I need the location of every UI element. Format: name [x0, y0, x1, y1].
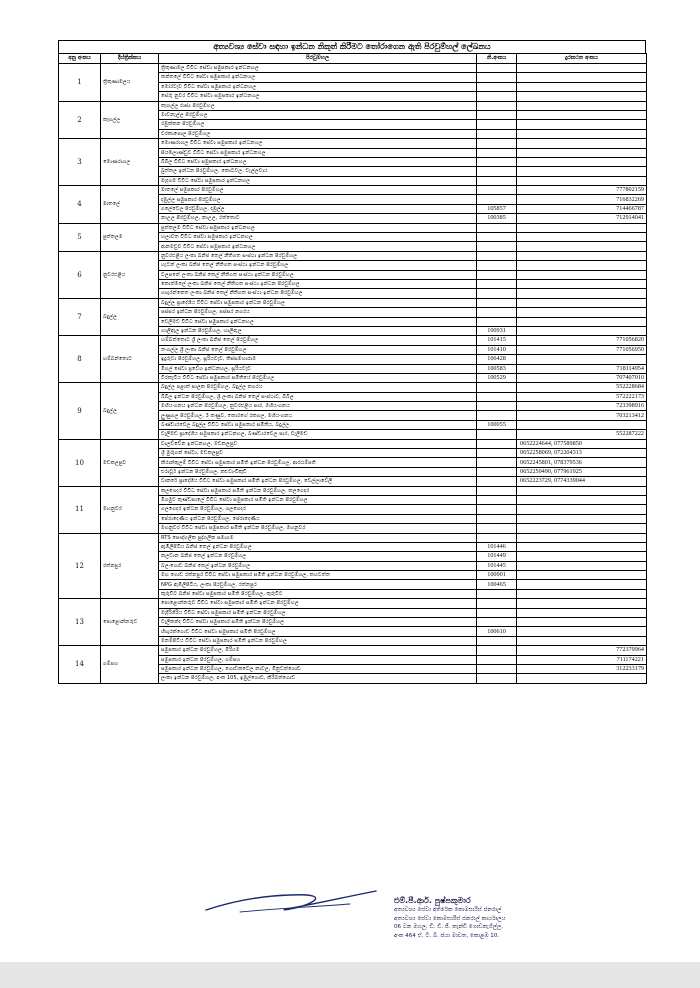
station-id-cell: 101445 — [477, 561, 517, 570]
telephone-cell — [517, 148, 647, 157]
station-id-cell — [477, 186, 517, 195]
station-name-cell: වැලිමඩ ප්‍රාදේශීය සමුපකාර ඉන්ධනහල, බණ්ඩාරවෙල පාර, වැලිමඩ — [159, 430, 477, 439]
station-name-cell: හිඟුරක්ගොඩ විවිධ සේවා සමුපකාර සමිති පිරවුම්හල — [159, 627, 477, 636]
telephone-cell — [517, 420, 647, 429]
telephone-cell — [517, 505, 647, 514]
telephone-cell: 714466787 — [517, 204, 647, 213]
station-name-cell: පස්සර ඉන්ධන පිරවුම්හල, පස්සර නගරය — [159, 308, 477, 317]
column-header-serial: අනු අංකය — [59, 54, 101, 64]
station-id-cell: 100610 — [477, 627, 517, 636]
telephone-cell — [517, 82, 647, 91]
station-name-cell: සමුපකාර ඉන්ධන පිරවුම්හල, මීරිගම — [159, 646, 477, 655]
station-name-cell: RTS පෞද්ගලික පුද්ගලික සමාගම — [159, 533, 477, 542]
telephone-cell — [517, 139, 647, 148]
station-id-cell: 105857 — [477, 204, 517, 213]
station-name-cell: වැලිකන්ද විවිධ සේවා සමුපකාර සමිති ඉන්ධන පිරවුම්හල — [159, 618, 477, 627]
station-name-cell: හඟුරන්කෙත ලංකා ඛනිජ තෙල් නීතිගත සංස්ථා ඉන්ධන පිරවුම්හල — [159, 289, 477, 298]
table-row — [59, 599, 647, 608]
telephone-cell — [517, 308, 647, 317]
telephone-cell — [517, 242, 647, 251]
station-name-cell: කලවාන ඛනිජ තෙල් ඉන්ධන පිරවුම්හල — [159, 552, 477, 561]
telephone-cell: 777802159 — [517, 186, 647, 195]
telephone-cell: 0652224644, 077589850 — [517, 439, 647, 448]
station-id-cell — [477, 129, 517, 138]
station-id-cell — [477, 646, 517, 655]
station-name-cell: හම්බන්තොට ශ්‍රී ලංකා ඛනිජ තෙල් පිරවුම්හල — [159, 336, 477, 345]
telephone-cell — [517, 289, 647, 298]
telephone-cell: 772379964 — [517, 646, 647, 655]
serial-number-cell: 4 — [59, 186, 101, 224]
serial-number-cell: 10 — [59, 439, 101, 486]
station-name-cell: සමුපකාර ඉන්ධන පිරවුම්හල, ගොඩකවෙල නාවල, මිනුවන්ගොඩ — [159, 665, 477, 674]
telephone-cell — [517, 326, 647, 335]
table-row — [59, 251, 647, 260]
district-cell: ගම්පහ — [101, 646, 159, 684]
station-id-cell — [477, 674, 517, 683]
telephone-cell — [517, 599, 647, 608]
station-name-cell: ඇඹිලිපිටිය ඛනිජ තෙල් ඉන්ධන පිරවුම්හල — [159, 542, 477, 551]
telephone-cell: 572222173 — [517, 392, 647, 401]
column-header-station-id: නි.අංකය — [477, 54, 517, 64]
station-id-cell — [477, 223, 517, 232]
station-id-cell — [477, 139, 517, 148]
station-name-cell: මෝරවැව විවිධ සේවා සමුපකාර ඉන්ධනහල — [159, 82, 477, 91]
telephone-cell: 0652258069, 072204313 — [517, 449, 647, 458]
station-id-cell — [477, 308, 517, 317]
table-row — [59, 64, 647, 73]
telephone-cell: 0652250490, 077961925 — [517, 467, 647, 476]
table-row — [59, 383, 647, 392]
station-id-cell — [477, 73, 517, 82]
district-cell: හම්බන්තොට — [101, 336, 159, 383]
district-cell: මඩකලපුව — [101, 439, 159, 486]
telephone-cell — [517, 674, 647, 683]
station-name-cell: ආනමඩුව විවිධ සේවා සමුපකාර ඉන්ධනහල — [159, 242, 477, 251]
station-id-cell — [477, 486, 517, 495]
station-name-cell: වෙලිමඩ විවිධ සේවා සමුපකාර ඉන්ධනහල — [159, 317, 477, 326]
telephone-cell — [517, 355, 647, 364]
station-id-cell — [477, 599, 517, 608]
telephone-cell — [517, 110, 647, 119]
station-name-cell: බුත්තල ඉන්ධන පිරවුම්හල, කොටවල, වැල්ලවාය — [159, 167, 477, 176]
serial-number-cell: 7 — [59, 298, 101, 336]
station-id-cell — [477, 289, 517, 298]
telephone-cell: 312233179 — [517, 665, 647, 674]
telephone-cell — [517, 157, 647, 166]
station-name-cell: මැදගම විවිධ සේවා සමුපකාර ඉන්ධනහල — [159, 176, 477, 185]
station-name-cell: මීගමුව කුණ්ඩසාලේ විවිධ සේවා සමුපකාර සමිති ඉන්ධන පිරවුම්හල — [159, 495, 477, 504]
district-cell: පුත්තලම — [101, 223, 159, 251]
telephone-cell — [517, 251, 647, 260]
official-stamp — [394, 895, 604, 940]
station-name-cell: මීගල් සේවා ප්‍රවේශ ඉන්ධනහල, සූරියවැව — [159, 364, 477, 373]
telephone-cell — [517, 129, 647, 138]
station-id-cell — [477, 458, 517, 467]
telephone-cell — [517, 589, 647, 598]
table-row — [59, 223, 647, 232]
station-name-cell: මැදිරිගිරිය විවිධ සේවා සමුපකාර සමිති ඉන්ධන පිරවුම්හල — [159, 608, 477, 617]
telephone-cell: 552228684 — [517, 383, 647, 392]
station-id-cell — [477, 449, 517, 458]
serial-number-cell: 5 — [59, 223, 101, 251]
station-id-cell — [477, 148, 517, 157]
serial-number-cell: 3 — [59, 139, 101, 186]
telephone-cell — [517, 317, 647, 326]
station-name-cell: ඉදුරුවා පිරවුම්හල, සූරියවැව, තිස්සමහාරාම — [159, 355, 477, 364]
stamp-address-line-1: 06 වන මහල, ඩී. ඩී. ජී. කැන්ඩි ගොඩනැගිල්ල, — [394, 924, 504, 931]
station-id-cell: 100001 — [477, 571, 517, 580]
station-name-cell: වාලච්චේන ඉන්ධනහල, මඩකලපුව — [159, 439, 477, 448]
telephone-cell: 0652245801, 078379536 — [517, 458, 647, 467]
station-name-cell: දඹුල්ල සමුපකාර පිරවුම්හල — [159, 195, 477, 204]
station-name-cell: කෑගල්ල රාජ්‍ය පිරවුම්හල — [159, 101, 477, 110]
telephone-cell — [517, 533, 647, 542]
telephone-cell: 552287222 — [517, 430, 647, 439]
telephone-cell: 771056950 — [517, 345, 647, 354]
station-id-cell — [477, 589, 517, 598]
district-cell: ත්‍රිකුණාමලය — [101, 64, 159, 102]
telephone-cell — [517, 571, 647, 580]
telephone-cell: 718114954 — [517, 364, 647, 373]
station-name-cell: හලාවත විවිධ සේවා සමුපකාර ඉන්ධනහල — [159, 233, 477, 242]
table-row — [59, 336, 647, 345]
station-id-cell: 100385 — [477, 214, 517, 223]
district-cell: රත්නපුර — [101, 533, 159, 599]
column-header-telephone: දුරකථන අංකය — [517, 54, 647, 64]
station-id-cell — [477, 251, 517, 260]
station-name-cell: ත්‍රිකුණාමල විවිධ සේවා සමුපකාර ඉන්ධනහල — [159, 64, 477, 73]
telephone-cell — [517, 92, 647, 101]
station-id-cell — [477, 120, 517, 129]
station-id-cell — [477, 195, 517, 204]
station-name-cell: මනම්පිටිය විවිධ සේවා සමුපකාර සමිති ඉන්ධන පිරවුම්හල — [159, 636, 477, 645]
station-id-cell: 106428 — [477, 355, 517, 364]
telephone-cell: 711174221 — [517, 655, 647, 664]
station-id-cell — [477, 383, 517, 392]
station-id-cell — [477, 608, 517, 617]
station-id-cell: 100055 — [477, 420, 517, 429]
telephone-cell: 0652223729, 0774339044 — [517, 477, 647, 486]
station-id-cell: 101449 — [477, 552, 517, 561]
serial-number-cell: 9 — [59, 383, 101, 439]
station-name-cell: වාකරේ ප්‍රාදේශීය විවිධ සේවා සමුපකාර සමිති ඉන්ධන පිරවුම්හල, වෙල්ලාවේලි — [159, 477, 477, 486]
station-id-cell — [477, 533, 517, 542]
station-name-cell: සියඹලාණ්ඩුව විවිධ සේවා සමුපකාර ඉන්ධනහල — [159, 148, 477, 157]
station-id-cell — [477, 467, 517, 476]
station-id-cell: 100529 — [477, 373, 517, 382]
station-name-cell: වීරකැටිය විවිධ සේවා සමුපකාර සමිතියේ පිරවුම්හල — [159, 373, 477, 382]
column-header-district: දිස්ත්‍රික්කය — [101, 54, 159, 64]
station-name-cell: NPG ඇඹිලිපිටිය, ලංකා පිරවුම්හල, රත්නපුර — [159, 580, 477, 589]
station-name-cell: හැටන් ලංකා ඛනිජ තෙල් නීතිගත සංස්ථා ඉන්ධන පිරවුම්හල — [159, 261, 477, 270]
telephone-cell — [517, 73, 647, 82]
scan-footer-band — [0, 962, 700, 988]
station-name-cell: මහනුවර විවිධ සේවා සමුපකාර සමිති ඉන්ධන පිරවුම්හල, මහනුවර — [159, 524, 477, 533]
telephone-cell — [517, 542, 647, 551]
station-name-cell: මහියංගනය ඉන්ධන පිරවුම්හල, නුවරඑළිය පාර, මහියංගනය — [159, 402, 477, 411]
table-row — [59, 646, 647, 655]
telephone-cell — [517, 167, 647, 176]
district-cell: කෑගල්ල — [101, 101, 159, 139]
district-cell: මහනුවර — [101, 486, 159, 533]
station-id-cell — [477, 92, 517, 101]
station-name-cell: බලංගොඩ ඛනිජ තෙල් ඉන්ධන පිරවුම්හල — [159, 561, 477, 570]
station-name-cell: වලපනේ ලංකා ඛනිජ තෙල් නීතිගත සංස්ථා ඉන්ධන පිරවුම්හල — [159, 270, 477, 279]
district-cell: බදුල්ල — [101, 298, 159, 336]
telephone-cell — [517, 495, 647, 504]
serial-number-cell: 14 — [59, 646, 101, 684]
telephone-cell — [517, 618, 647, 627]
serial-number-cell: 6 — [59, 251, 101, 298]
station-id-cell — [477, 618, 517, 627]
telephone-cell — [517, 608, 647, 617]
telephone-cell — [517, 580, 647, 589]
station-id-cell — [477, 64, 517, 73]
station-id-cell — [477, 402, 517, 411]
telephone-cell — [517, 486, 647, 495]
signature-image — [200, 882, 390, 922]
document-page — [58, 40, 646, 684]
table-row — [59, 486, 647, 495]
telephone-cell — [517, 298, 647, 307]
station-name-cell: මාතලේ සමුපකාර පිරවුම්හල — [159, 186, 477, 195]
station-name-cell: නාඋල පිරවුම්හල, නාඋල, රත්තොට — [159, 214, 477, 223]
station-name-cell: බදුල්ල පළාත් පාලක පිරවුම්හල, බදුල්ල නගරය — [159, 383, 477, 392]
station-name-cell: තංගල්ල ශ්‍රී ලංකා ඛනිජ තෙල් පිරවුම්හල — [159, 345, 477, 354]
station-name-cell: කුරුවිට ඛනිජ සේවා සමුපකාර සමිති පිරවුම්හල, කුරුවිට — [159, 589, 477, 598]
station-name-cell: මොණරාගල විවිධ සේවා සමුපකාර ඉන්ධනහල — [159, 139, 477, 148]
telephone-cell — [517, 261, 647, 270]
station-name-cell: පොළොන්නරුව විවිධ සේවා සමුපකාර සමිති ඉන්ධන පිරවුම්හල — [159, 599, 477, 608]
station-name-cell: බිබිල විවිධ සේවා සමුපකාර ඉන්ධනහල — [159, 157, 477, 166]
station-id-cell: 100465 — [477, 580, 517, 589]
telephone-cell: 771056820 — [517, 336, 647, 345]
station-name-cell: කොත්මලේ ලංකා ඛනිජ තෙල් නීතිගත සංස්ථා ඉන්ධන පිරවුම්හල — [159, 279, 477, 288]
telephone-cell: 712914041 — [517, 214, 647, 223]
telephone-cell: 723398916 — [517, 402, 647, 411]
stamp-office: අත්‍යවශ්‍ය සේවා කොමසාරිස් ජනරාල් කාර්යාලය — [394, 915, 506, 922]
station-id-cell: 101415 — [477, 336, 517, 345]
telephone-cell — [517, 279, 647, 288]
stamp-designation: අත්‍යවශ්‍ය සේවා අතිරේක කොමසාරිස් ජනරාල් — [394, 907, 502, 913]
station-name-cell: ගලගෙදර ඉන්ධන පිරවුම්හල, ගලගෙදර — [159, 505, 477, 514]
station-name-cell: කිරාන්කුලම් විවිධ සේවා සමුපකාර සමිති ඉන්ධන පිරවුම්හල, ආරයම්පති — [159, 458, 477, 467]
telephone-cell: 707407010 — [517, 373, 647, 382]
serial-number-cell: 2 — [59, 101, 101, 139]
station-id-cell — [477, 477, 517, 486]
station-name-cell: ගලේවෙල පිරවුම්හල, දඹුල්ල — [159, 204, 477, 213]
station-name-cell: නුවරඑළිය ලංකා ඛනිජ තෙල් නීතිගත සංස්ථා ඉන්ධන පිරවුම්හල — [159, 251, 477, 260]
station-name-cell: එරාවූර් ඉන්ධන පිරවුම්හල, කළුවාංචිකුඩි — [159, 467, 477, 476]
station-id-cell: 100931 — [477, 326, 517, 335]
station-id-cell — [477, 279, 517, 288]
table-header-row — [59, 54, 647, 64]
station-id-cell — [477, 167, 517, 176]
station-id-cell — [477, 317, 517, 326]
serial-number-cell: 8 — [59, 336, 101, 383]
station-id-cell — [477, 242, 517, 251]
telephone-cell — [517, 64, 647, 73]
table-row — [59, 298, 647, 307]
telephone-cell — [517, 223, 647, 232]
table-row — [59, 101, 647, 110]
stamp-address-line-2: අංක 464 ඒ, ටී. බී. ජයා මාවත, කොළඹ 10. — [394, 932, 500, 939]
station-id-cell: 101410 — [477, 345, 517, 354]
telephone-cell — [517, 627, 647, 636]
station-id-cell: 100583 — [477, 364, 517, 373]
telephone-cell — [517, 120, 647, 129]
district-cell: මාතලේ — [101, 186, 159, 224]
table-row — [59, 533, 647, 542]
station-id-cell — [477, 665, 517, 674]
telephone-cell — [517, 270, 647, 279]
station-id-cell — [477, 411, 517, 420]
station-id-cell — [477, 82, 517, 91]
table-row — [59, 139, 647, 148]
station-name-cell: බණ්ඩාරවෙල බදුල්ල විවිධ සේවා සමුපකාර සමිතිය, බදුල්ල. — [159, 420, 477, 429]
page-title: අත්‍යවශ්‍ය සේවා සඳහා ඉන්ධන නිකුත් කිරීමට තෝරාගෙන ඇති පිරවුම්හල් ලේඛනය — [58, 40, 646, 53]
station-id-cell — [477, 655, 517, 664]
district-cell: පොළොන්නරුව — [101, 599, 159, 646]
station-name-cell: මාවනැල්ල පිරවුම්හල — [159, 110, 477, 119]
station-name-cell: හාලිඇල ඉන්ධන පිරවුම්හල, හාලිඇල — [159, 326, 477, 335]
fuel-station-table — [58, 53, 647, 684]
telephone-cell — [517, 101, 647, 110]
station-name-cell: ලුණුගල පිරවුම්හල, 3 කණුව, කොරහේ රකගල, මහියංගනය — [159, 411, 477, 420]
station-id-cell — [477, 495, 517, 504]
station-id-cell — [477, 176, 517, 185]
station-id-cell: 101446 — [477, 542, 517, 551]
station-id-cell — [477, 270, 517, 279]
station-name-cell: වරකාපොල පිරවුම්හල — [159, 129, 477, 138]
telephone-cell — [517, 176, 647, 185]
station-name-cell: කලගෙදර විවිධ සේවා සමුපකාර සමිති ඉන්ධන පිරවුම්හල, කලගෙදර — [159, 486, 477, 495]
table-body — [59, 64, 647, 684]
district-cell: නුවරඑළිය — [101, 251, 159, 298]
telephone-cell — [517, 514, 647, 523]
district-cell: බදුල්ල — [101, 383, 159, 439]
table-row — [59, 439, 647, 448]
station-id-cell — [477, 439, 517, 448]
serial-number-cell: 12 — [59, 533, 101, 599]
station-id-cell — [477, 157, 517, 166]
station-id-cell — [477, 110, 517, 119]
district-cell: මොණරාගල — [101, 139, 159, 186]
station-id-cell — [477, 101, 517, 110]
station-name-cell: බිබිල ඉන්ධන පිරවුම්හල, ශ්‍රී ලංකා ඛනිජ තෙල් සංස්ථාව, බිබිල — [159, 392, 477, 401]
telephone-cell — [517, 561, 647, 570]
station-id-cell — [477, 233, 517, 242]
station-id-cell — [477, 392, 517, 401]
serial-number-cell: 13 — [59, 599, 101, 646]
telephone-cell: 716832269 — [517, 195, 647, 204]
telephone-cell — [517, 524, 647, 533]
station-name-cell: ලංකා ඉන්ධන පිරවුම්හල, අංක 105, ඉඹුල්ගොඩ, කිරිබත්ගොඩ — [159, 674, 477, 683]
station-name-cell: මහ ගොඩ රත්නපුර විවිධ සේවා සමුපකාර සමිති ඉන්ධන පිරවුම්හල, කහවත්ත — [159, 571, 477, 580]
station-id-cell — [477, 505, 517, 514]
station-id-cell — [477, 524, 517, 533]
station-id-cell — [477, 298, 517, 307]
telephone-cell: 703213412 — [517, 411, 647, 420]
station-name-cell: සේරු නුවර විවිධ සේවා සමුපකාර ඉන්ධනහල — [159, 92, 477, 101]
station-name-cell: සමුපකාර ඉන්ධන පිරවුම්හල, ගම්පහ — [159, 655, 477, 664]
station-name-cell: පුත්තලම විවිධ සේවා සමුපකාර ඉන්ධනහල — [159, 223, 477, 232]
serial-number-cell: 1 — [59, 64, 101, 102]
station-id-cell — [477, 636, 517, 645]
telephone-cell — [517, 636, 647, 645]
station-name-cell: ශ්‍රී මුරුගන් සේවා, මඩකලපුව — [159, 449, 477, 458]
station-name-cell: කන්තලේ විවිධ සේවා සමුපකාර ඉන්ධනහල — [159, 73, 477, 82]
serial-number-cell: 11 — [59, 486, 101, 533]
station-id-cell — [477, 430, 517, 439]
station-name-cell: රඹුක්කන පිරවුම්හල — [159, 120, 477, 129]
stamp-officer-name: එම්.පී.ආර්. පුෂ්පකුමාර — [394, 896, 471, 905]
telephone-cell — [517, 233, 647, 242]
column-header-station: පිරවුම්හල — [159, 54, 477, 64]
station-name-cell: බදුල්ල ප්‍රාදේශීය විවිධ සේවා සමුපකාර ඉන්ධන පිරවුම්හල — [159, 298, 477, 307]
station-id-cell — [477, 514, 517, 523]
telephone-cell — [517, 552, 647, 561]
station-id-cell — [477, 261, 517, 270]
table-row — [59, 186, 647, 195]
station-name-cell: පේරාදෙණිය ඉන්ධන පිරවුම්හල, පේරාදෙණිය — [159, 514, 477, 523]
